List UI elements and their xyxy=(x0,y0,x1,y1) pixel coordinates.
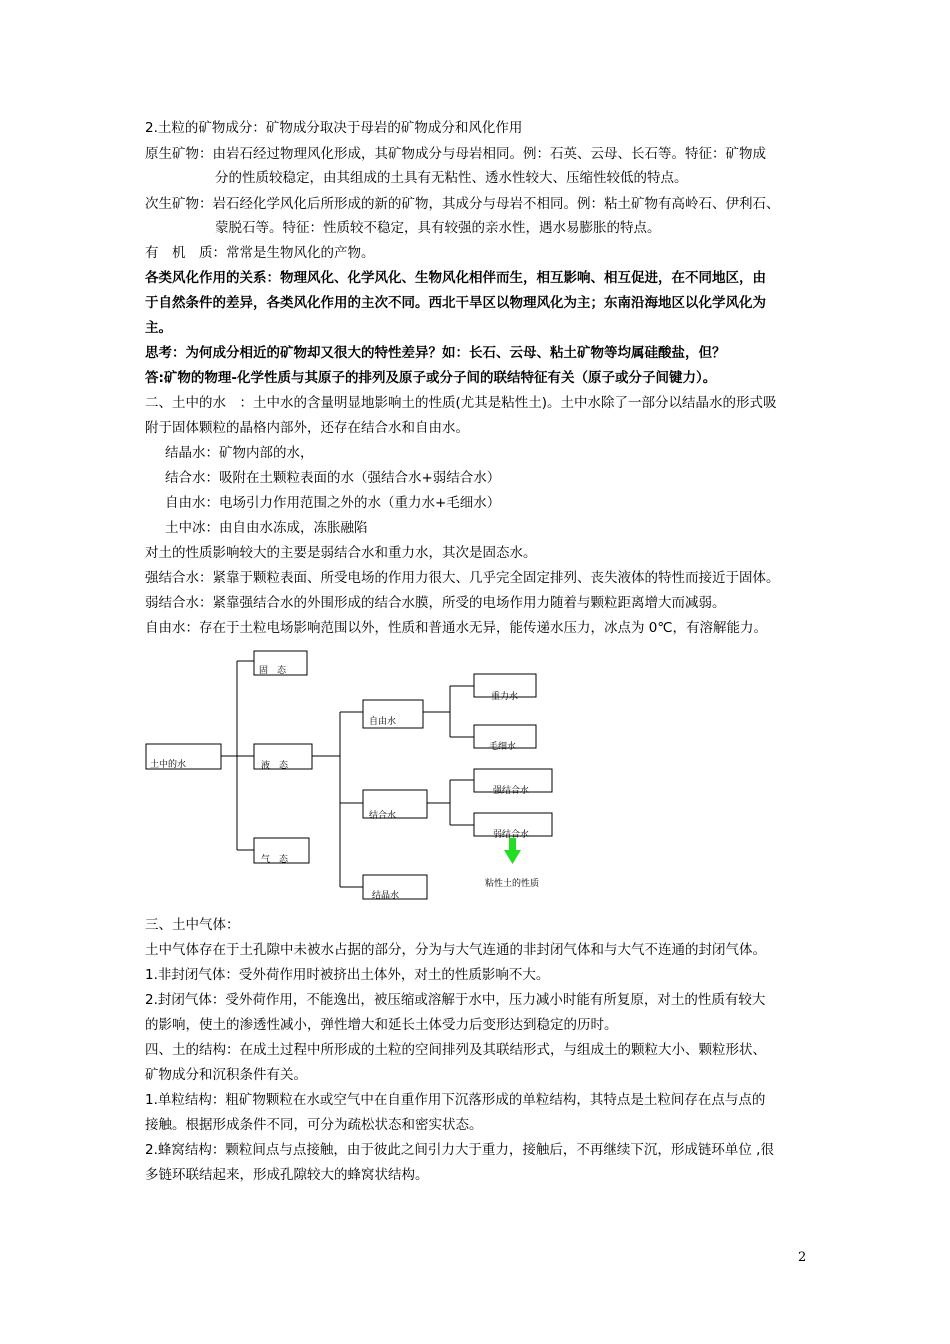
soil-water-diagram xyxy=(0,645,950,905)
single-grain-line1: 1.单粒结构：粗矿物颗粒在水或空气中在自重作用下沉落形成的单粒结构，其特点是土粒间存在点与点的 xyxy=(145,1092,766,1108)
primary-mineral-line2: 分的性质较稳定，由其组成的土具有无粘性、透水性较大、压缩性较低的特点。 xyxy=(215,170,688,186)
question-line: 思考：为何成分相近的矿物却又很大的特性差异？如：长石、云母、粘土矿物等均属硅酸盐，但？ xyxy=(145,345,726,361)
weathering-relation-line3: 主。 xyxy=(145,320,172,336)
organic-matter-line: 有 机 质：常常是生物风化的产物。 xyxy=(145,245,375,261)
section-mineral-title: 2.土粒的矿物成分：矿物成分取决于母岩的矿物成分和风化作用 xyxy=(145,120,523,136)
label-gravity: 重力水 xyxy=(491,692,519,702)
single-grain-line2: 接触。根据形成条件不同，可分为疏松状态和密实状态。 xyxy=(145,1117,483,1133)
label-root: 土中的水 xyxy=(150,760,187,770)
primary-mineral-line1: 原生矿物：由岩石经过物理风化形成，其矿物成分与母岩相同。例：石英、云母、长石等。特征：矿物成 xyxy=(145,146,766,162)
bound-water-line: 结合水：吸附在土颗粒表面的水（强结合水+弱结合水） xyxy=(165,470,501,486)
soil-ice-line: 土中冰：由自由水冻成，冻胀融陷 xyxy=(165,520,368,536)
structure-section-line2: 矿物成分和沉积条件有关。 xyxy=(145,1067,307,1083)
structure-section-line1: 四、土的结构：在成土过程中所形成的土粒的空间排列及其联结形式，与组成土的颗粒大小、颗粒形状、 xyxy=(145,1042,766,1058)
crystal-water-line: 结晶水：矿物内部的水， xyxy=(165,445,314,461)
honeycomb-line2: 多链环联结起来，形成孔隙较大的蜂窝状结构。 xyxy=(145,1167,429,1183)
closed-gas-line2: 的影响，使土的渗透性减小，弹性增大和延长土体受力后变形达到稳定的历时。 xyxy=(145,1017,618,1033)
secondary-mineral-line1: 次生矿物：岩石经化学风化后所形成的新的矿物，其成分与母岩不相同。例：粘土矿物有高岭石、伊利石、 xyxy=(145,196,780,212)
label-note: 粘性土的性质 xyxy=(485,879,540,889)
strong-bound-line: 强结合水：紧靠于颗粒表面、所受电场的作用力很大、几乎完全固定排列、丧失液体的特性而接近于固体。 xyxy=(145,570,780,586)
label-free: 自由水 xyxy=(369,717,397,727)
label-gas: 气 态 xyxy=(261,855,289,865)
weathering-relation-line1: 各类风化作用的关系：物理风化、化学风化、生物风化相伴而生，相互影响、相互促进，在不同地区，由 xyxy=(145,270,766,286)
secondary-mineral-line2: 蒙脱石等。特征：性质较不稳定，具有较强的亲水性，遇水易膨胀的特点。 xyxy=(215,220,661,236)
label-bound: 结合水 xyxy=(369,811,397,821)
label-solid: 固 态 xyxy=(259,666,287,676)
page-number: 2 xyxy=(798,1250,807,1265)
gas-section-title: 三、土中气体： xyxy=(145,917,240,933)
free-water-detail-line: 自由水：存在于土粒电场影响范围以外，性质和普通水无异，能传递水压力，冰点为 0℃，有溶解能力。 xyxy=(145,620,768,636)
closed-gas-line1: 2.封闭气体：受外荷作用，不能逸出，被压缩或溶解于水中，压力减小时能有所复原，对土的性质有较大 xyxy=(145,992,766,1008)
water-section-line1: 二、土中的水 ：土中水的含量明显地影响土的性质(尤其是粘性土)。土中水除了一部分以结晶水的形式吸 xyxy=(145,395,777,411)
label-strong: 强结合水 xyxy=(493,786,530,796)
label-capillary: 毛细水 xyxy=(489,742,517,752)
green-down-arrow xyxy=(504,838,521,864)
weathering-relation-line2: 于自然条件的差异，各类风化作用的主次不同。西北干旱区以物理风化为主；东南沿海地区以化学风化为 xyxy=(145,295,766,311)
water-section-line2: 附于固体颗粒的晶格内部外，还存在结合水和自由水。 xyxy=(145,420,469,436)
label-liquid: 液 态 xyxy=(261,761,289,771)
answer-line: 答:矿物的物理-化学性质与其原子的排列及原子或分子间的联结特征有关（原子或分子间键力）。 xyxy=(145,370,717,386)
honeycomb-line1: 2.蜂窝结构：颗粒间点与点接触，由于彼此之间引力大于重力，接触后，不再继续下沉，形成链环单位 ,很 xyxy=(145,1142,774,1158)
free-water-line: 自由水：电场引力作用范围之外的水（重力水+毛细水） xyxy=(165,495,501,511)
label-crystal: 结晶水 xyxy=(372,891,400,901)
weak-bound-line: 弱结合水：紧靠强结合水的外围形成的结合水膜，所受的电场作用力随着与颗粒距离增大而减弱。 xyxy=(145,595,726,611)
open-gas-line: 1.非封闭气体：受外荷作用时被挤出土体外，对土的性质影响不大。 xyxy=(145,967,550,983)
gas-section-line: 土中气体存在于土孔隙中未被水占据的部分，分为与大气连通的非封闭气体和与大气不连通的封闭气体。 xyxy=(145,942,766,958)
label-weak: 弱结合水 xyxy=(493,830,530,840)
influence-line: 对土的性质影响较大的主要是弱结合水和重力水，其次是固态水。 xyxy=(145,545,537,561)
